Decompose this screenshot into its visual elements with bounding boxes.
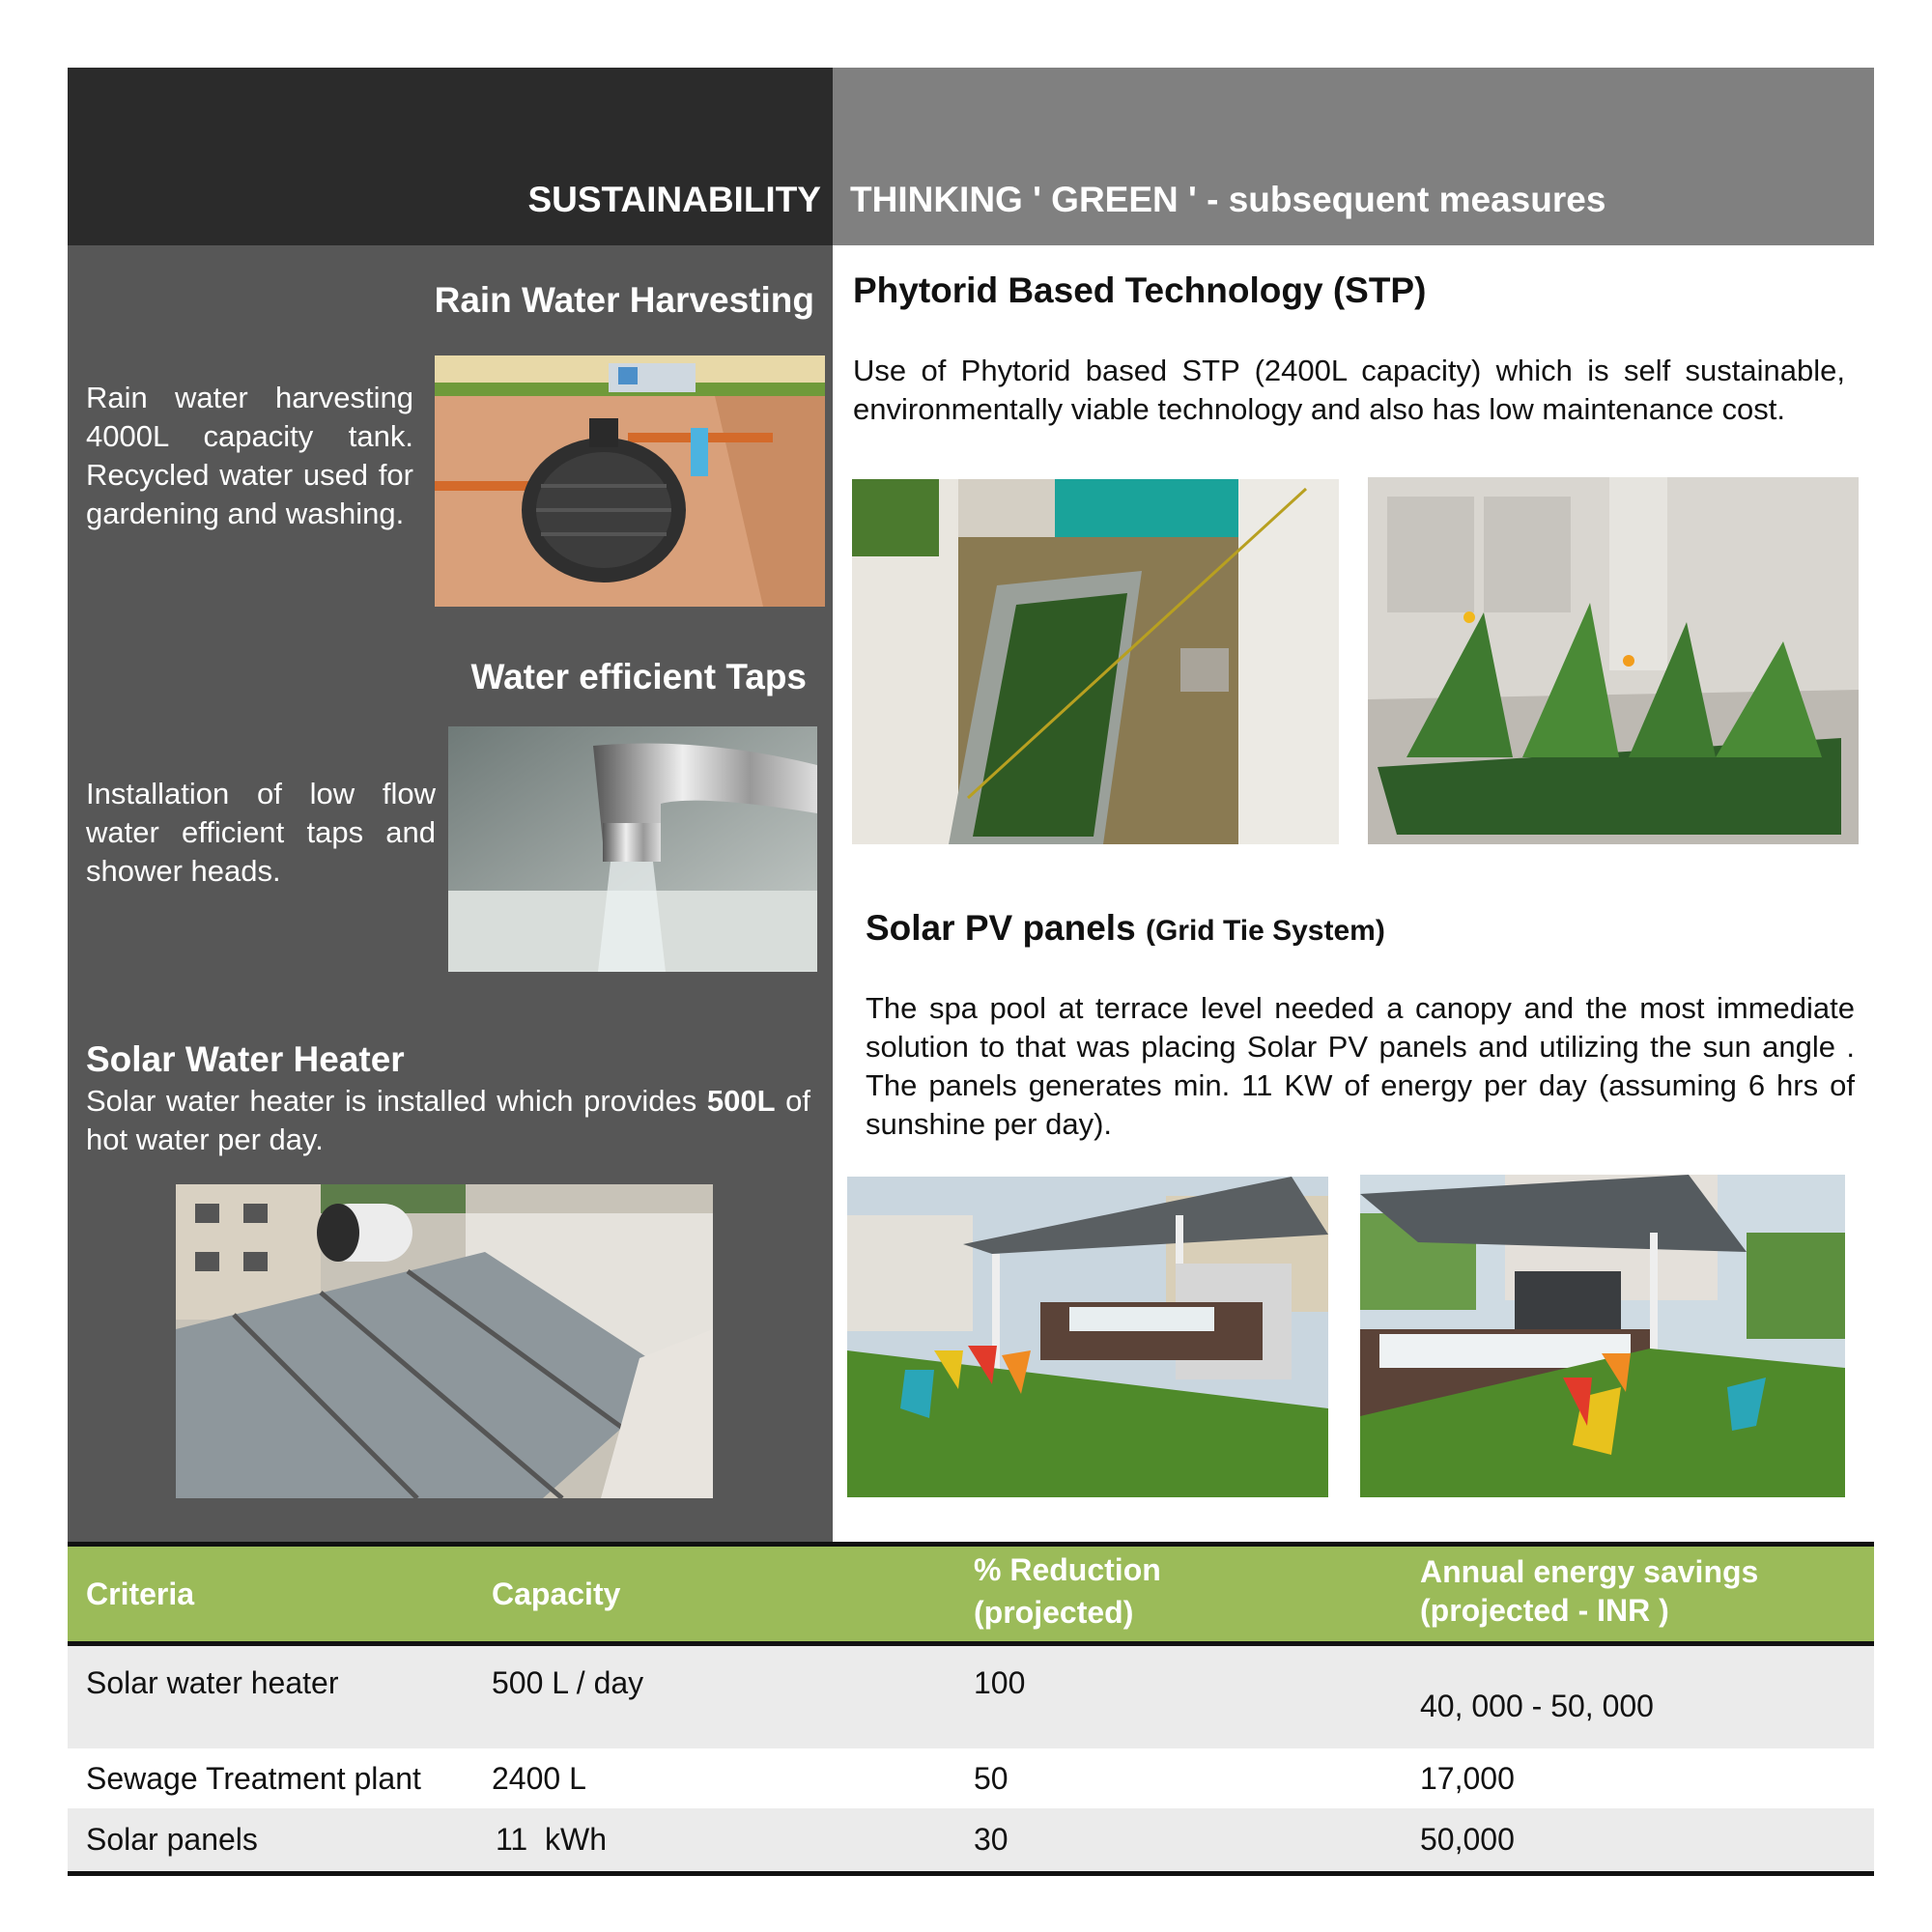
rain-water-tank-image	[435, 355, 825, 607]
row-criteria: Solar panels	[86, 1822, 258, 1857]
row-capacity: 11 kWh	[496, 1822, 607, 1857]
row-savings: 50,000	[1420, 1822, 1515, 1857]
table-bottom-rule	[68, 1871, 1874, 1876]
tap-image	[448, 726, 817, 972]
solar-pv-text: The spa pool at terrace level needed a canopy and the most immediate solution to that was placing Solar PV panels and utilizing the sun angle . The panels generates min. 11 KW of energy per day (assuming 6 hrs of sunshine per day).	[866, 991, 1855, 1141]
header-right-title: THINKING ' GREEN ' - subsequent measures	[850, 180, 1606, 219]
table-header-row	[68, 1542, 1874, 1646]
header-criteria: Criteria	[86, 1577, 195, 1611]
row-criteria: Sewage Treatment plant	[86, 1761, 421, 1796]
row-reduction: 50	[974, 1761, 1009, 1796]
row-capacity: 500 L / day	[492, 1665, 644, 1700]
taps-title: Water efficient Taps	[470, 657, 807, 696]
row-criteria: Solar water heater	[86, 1665, 339, 1700]
solar-pv-title: Solar PV panels (Grid Tie System)	[866, 908, 1385, 948]
header-reduction: % Reduction (projected)	[974, 1552, 1161, 1630]
row-savings: 40, 000 - 50, 000	[1420, 1689, 1654, 1723]
solar-pv-image-1	[847, 1177, 1328, 1497]
row-reduction: 30	[974, 1822, 1009, 1857]
row-capacity: 2400 L	[492, 1761, 586, 1796]
energy-table	[68, 1542, 1874, 1871]
table-row	[68, 1646, 1874, 1748]
phytorid-text: Use of Phytorid based STP (2400L capacity) which is self sustainable, environmentally viable technology and also has low maintenance cost.	[853, 354, 1845, 426]
solar-heater-title: Solar Water Heater	[86, 1039, 405, 1079]
table-row	[68, 1808, 1874, 1871]
solar-heater-text: Solar water heater is installed which provides 500L of hot water per day.	[86, 1084, 811, 1156]
solar-heater-image	[176, 1184, 713, 1498]
rain-water-title: Rain Water Harvesting	[434, 280, 814, 320]
taps-text: Installation of low flow water efficient taps and shower heads.	[86, 777, 436, 888]
solar-pv-image-2	[1360, 1175, 1845, 1497]
table-row	[68, 1748, 1874, 1808]
phytorid-image-2	[1368, 477, 1859, 844]
phytorid-image-1	[852, 479, 1339, 844]
header-capacity: Capacity	[492, 1577, 621, 1611]
phytorid-title: Phytorid Based Technology (STP)	[853, 270, 1427, 310]
rain-water-text: Rain water harvesting 4000L capacity tank. Recycled water used for gardening and washing.	[86, 381, 413, 530]
row-reduction: 100	[974, 1665, 1026, 1700]
header-left-title: SUSTAINABILITY	[527, 180, 821, 219]
header-savings: Annual energy savings (projected - INR )	[1420, 1554, 1759, 1628]
row-savings: 17,000	[1420, 1761, 1515, 1796]
